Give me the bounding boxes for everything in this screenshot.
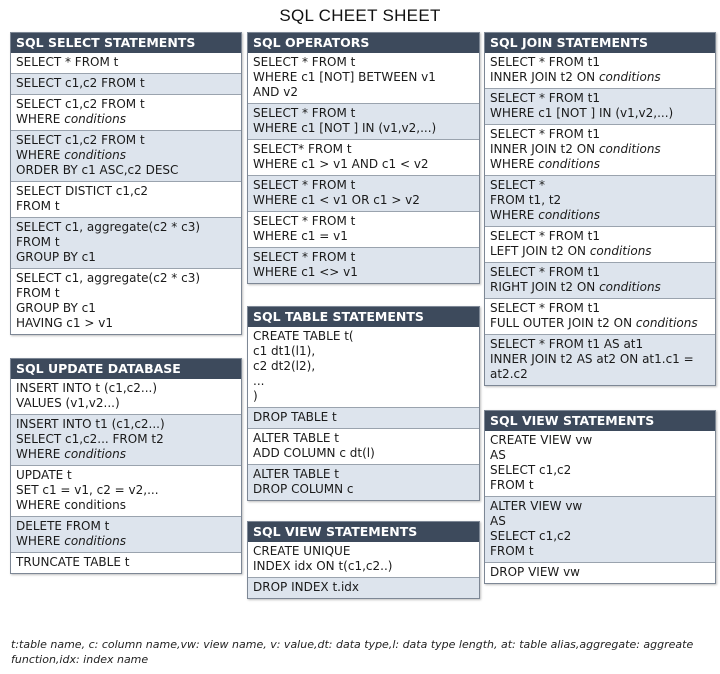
statement-line (253, 265, 474, 280)
panel-header: SQL SELECT STATEMENTS (11, 33, 241, 53)
placeholder-text: conditions (589, 244, 652, 258)
code-text: SELECT * FROM t1 (490, 127, 600, 141)
statement-line (490, 178, 710, 193)
statement-line (16, 483, 236, 498)
code-text: WHERE c1 [NOT] BETWEEN v1 (253, 70, 436, 84)
code-text: WHERE c1 <> v1 (253, 265, 358, 279)
placeholder-text: conditions (64, 148, 126, 162)
statement-line (490, 565, 710, 580)
code-text: SELECT c1,c2 FROM t (16, 76, 145, 90)
code-text: at2.c2 (490, 367, 528, 381)
statement-line (253, 193, 474, 208)
statement-line (16, 97, 236, 112)
panel-select-statements (10, 32, 242, 335)
statement-line (490, 529, 710, 544)
code-text: SELECT c1,c2 (490, 529, 572, 543)
statement-row (11, 268, 241, 334)
statement-line (253, 580, 474, 595)
code-text: SELECT c1,c2 FROM t (16, 133, 145, 147)
statement-line (490, 106, 710, 121)
statement-row (11, 130, 241, 181)
panel-update-database (10, 358, 242, 574)
placeholder-text: conditions (598, 142, 661, 156)
code-text: SELECT DISTICT c1,c2 (16, 184, 149, 198)
footnote-legend: t:table name, c: column name,vw: view name, v: value,dt: data type,l: data type length, at: table alias,aggregate: aggreate function,idx: index name (11, 638, 694, 666)
panel-header: SQL OPERATORS (248, 33, 479, 53)
statement-line (253, 70, 474, 85)
statement-row (248, 139, 479, 175)
statement-row (248, 542, 479, 577)
code-text: INSERT INTO t1 (c1,c2...) (16, 417, 165, 431)
code-text: CREATE TABLE t( (253, 329, 354, 343)
code-text: WHERE (16, 112, 65, 126)
statement-line (253, 446, 474, 461)
statement-line (16, 163, 236, 178)
statement-line (490, 478, 710, 493)
statement-line (16, 286, 236, 301)
statement-line (253, 482, 474, 497)
code-text: SELECT c1,c2... FROM t2 (16, 432, 164, 446)
code-text: INNER JOIN t2 AS at2 ON at1.c1 = (490, 352, 694, 366)
statement-row (11, 181, 241, 217)
code-text: WHERE conditions (16, 498, 126, 512)
statement-line (490, 352, 710, 367)
panel-view-statements (484, 410, 716, 584)
code-text: SELECT * FROM t (253, 250, 356, 264)
statement-line (16, 381, 236, 396)
statement-line (490, 463, 710, 478)
statement-line (490, 316, 710, 331)
panel-rows (11, 53, 241, 334)
statement-row (485, 88, 715, 124)
panel-header: SQL VIEW STATEMENTS (248, 522, 479, 542)
code-text: WHERE c1 [NOT ] IN (v1,v2,...) (253, 121, 437, 135)
code-text: FROM t (16, 199, 60, 213)
statement-line (490, 448, 710, 463)
statement-line (16, 250, 236, 265)
code-text: ADD COLUMN c dt(l) (253, 446, 375, 460)
statement-row (11, 94, 241, 130)
page-title: SQL CHEET SHEET (279, 6, 441, 25)
panel-header: SQL UPDATE DATABASE (11, 359, 241, 379)
statement-line (16, 76, 236, 91)
code-text: INDEX idx ON t(c1,c2..) (253, 559, 393, 573)
code-text: AS (490, 514, 506, 528)
statement-row (248, 327, 479, 407)
code-text: WHERE c1 < v1 OR c1 > v2 (253, 193, 420, 207)
statement-row (248, 464, 479, 500)
code-text: ... (253, 374, 265, 388)
statement-line (253, 410, 474, 425)
statement-line (490, 70, 710, 85)
panel-header: SQL JOIN STATEMENTS (485, 33, 715, 53)
statement-line (490, 301, 710, 316)
code-text: WHERE (16, 447, 65, 461)
statement-line (16, 417, 236, 432)
statement-line (253, 229, 474, 244)
panel-rows (248, 327, 479, 500)
statement-line (16, 498, 236, 513)
placeholder-text: conditions (599, 280, 661, 294)
statement-row (485, 124, 715, 175)
statement-row (248, 211, 479, 247)
code-text: FROM t (16, 235, 60, 249)
panel-table-statements (247, 306, 480, 501)
code-text: CREATE VIEW vw (490, 433, 593, 447)
code-text: SELECT c1, aggregate(c2 * c3) (16, 271, 201, 285)
panel-view-statements-index (247, 521, 480, 599)
panel-rows (248, 53, 479, 283)
statement-row (11, 516, 241, 552)
statement-line (16, 519, 236, 534)
code-text: SELECT c1,c2 (490, 463, 572, 477)
statement-line (16, 235, 236, 250)
statement-line (16, 555, 236, 570)
code-text: FROM t1, t2 (490, 193, 562, 207)
statement-row (485, 262, 715, 298)
statement-line (490, 142, 710, 157)
code-text: INNER JOIN t2 ON (490, 142, 599, 156)
code-text: DROP VIEW vw (490, 565, 580, 579)
statement-line (16, 447, 236, 462)
code-text: GROUP BY c1 (16, 301, 96, 315)
statement-row (248, 175, 479, 211)
code-text: AND v2 (253, 85, 298, 99)
statement-line (490, 157, 710, 172)
code-text: INNER JOIN t2 ON (490, 70, 599, 84)
statement-line (490, 265, 710, 280)
code-text: GROUP BY c1 (16, 250, 96, 264)
code-text: WHERE c1 > v1 AND c1 < v2 (253, 157, 429, 171)
statement-line (253, 329, 474, 344)
code-text: SELECT c1,c2 FROM t (16, 97, 145, 111)
statement-line (16, 184, 236, 199)
panel-header: SQL VIEW STATEMENTS (485, 411, 715, 431)
statement-line (16, 534, 236, 549)
placeholder-text: conditions (538, 157, 600, 171)
code-text: SELECT * FROM t1 (490, 265, 600, 279)
statement-row (11, 379, 241, 414)
statement-line (253, 544, 474, 559)
statement-line (490, 127, 710, 142)
code-text: RIGHT JOIN t2 ON (490, 280, 600, 294)
panel-rows (11, 379, 241, 573)
statement-line (253, 157, 474, 172)
statement-line (253, 106, 474, 121)
statement-line (490, 229, 710, 244)
code-text: SELECT * FROM t (16, 55, 119, 69)
panel-rows (248, 542, 479, 598)
placeholder-text: conditions (64, 534, 126, 548)
statement-row (485, 226, 715, 262)
code-text: ALTER TABLE t (253, 431, 339, 445)
panel-operators (247, 32, 480, 284)
code-text: HAVING c1 > v1 (16, 316, 113, 330)
statement-row (485, 431, 715, 496)
placeholder-text: conditions (538, 208, 600, 222)
code-text: DROP COLUMN c (253, 482, 354, 496)
statement-line (490, 208, 710, 223)
code-text: FROM t (16, 286, 60, 300)
statement-row (485, 334, 715, 385)
statement-row (248, 53, 479, 103)
code-text: WHERE (16, 534, 65, 548)
code-text: SET c1 = v1, c2 = v2,... (16, 483, 159, 497)
statement-line (16, 468, 236, 483)
code-text: ALTER VIEW vw (490, 499, 583, 513)
statement-line (16, 148, 236, 163)
statement-line (16, 112, 236, 127)
code-text: ALTER TABLE t (253, 467, 339, 481)
statement-line (253, 178, 474, 193)
statement-row (248, 247, 479, 283)
statement-line (253, 359, 474, 374)
statement-row (485, 53, 715, 88)
statement-line (490, 337, 710, 352)
statement-line (16, 301, 236, 316)
code-text: AS (490, 448, 506, 462)
statement-line (253, 389, 474, 404)
statement-row (485, 496, 715, 562)
code-text: WHERE (16, 148, 65, 162)
statement-line (253, 250, 474, 265)
code-text: DROP TABLE t (253, 410, 337, 424)
code-text: SELECT * FROM t1 AS at1 (490, 337, 644, 351)
code-text: SELECT * FROM t1 (490, 229, 600, 243)
code-text: SELECT * FROM t (253, 178, 356, 192)
statement-line (253, 142, 474, 157)
statement-line (253, 344, 474, 359)
code-text: FULL OUTER JOIN t2 ON (490, 316, 636, 330)
code-text: CREATE UNIQUE (253, 544, 351, 558)
statement-line (490, 280, 710, 295)
statement-line (16, 316, 236, 331)
statement-row (11, 552, 241, 573)
code-text: FROM t (490, 544, 534, 558)
statement-line (253, 214, 474, 229)
statement-line (490, 367, 710, 382)
statement-row (11, 465, 241, 516)
statement-row (485, 175, 715, 226)
code-text: SELECT * FROM t1 (490, 301, 600, 315)
statement-row (248, 428, 479, 464)
panel-join-statements (484, 32, 716, 386)
statement-line (253, 85, 474, 100)
code-text: SELECT c1, aggregate(c2 * c3) (16, 220, 201, 234)
code-text: SELECT * FROM t (253, 214, 356, 228)
statement-line (490, 244, 710, 259)
statement-line (490, 433, 710, 448)
code-text: SELECT * FROM t (253, 106, 356, 120)
statement-row (248, 103, 479, 139)
panel-rows (485, 431, 715, 583)
statement-line (16, 55, 236, 70)
statement-line (490, 544, 710, 559)
placeholder-text: conditions (64, 112, 126, 126)
placeholder-text: conditions (64, 447, 126, 461)
code-text: FROM t (490, 478, 534, 492)
code-text: WHERE (490, 208, 539, 222)
code-text: c2 dt2(l2), (253, 359, 316, 373)
statement-line (490, 499, 710, 514)
code-text: SELECT * FROM t1 (490, 91, 600, 105)
placeholder-text: conditions (635, 316, 698, 330)
statement-line (253, 559, 474, 574)
code-text: WHERE c1 [NOT ] IN (v1,v2,...) (490, 106, 674, 120)
statement-row (248, 407, 479, 428)
statement-line (490, 193, 710, 208)
code-text: WHERE (490, 157, 539, 171)
code-text: VALUES (v1,v2...) (16, 396, 120, 410)
statement-line (16, 199, 236, 214)
statement-row (485, 298, 715, 334)
statement-line (490, 514, 710, 529)
statement-line (253, 55, 474, 70)
statement-line (16, 432, 236, 447)
statement-line (253, 121, 474, 136)
statement-row (11, 217, 241, 268)
code-text: SELECT * (490, 178, 545, 192)
code-text: ORDER BY c1 ASC,c2 DESC (16, 163, 179, 177)
code-text: TRUNCATE TABLE t (16, 555, 130, 569)
code-text: c1 dt1(l1), (253, 344, 316, 358)
statement-line (16, 396, 236, 411)
code-text: SELECT* FROM t (253, 142, 352, 156)
statement-line (253, 467, 474, 482)
statement-line (16, 220, 236, 235)
code-text: DELETE FROM t (16, 519, 110, 533)
code-text: SELECT * FROM t1 (490, 55, 600, 69)
placeholder-text: conditions (598, 70, 661, 84)
statement-row (248, 577, 479, 598)
statement-row (11, 73, 241, 94)
statement-line (490, 55, 710, 70)
code-text: DROP INDEX t.idx (253, 580, 360, 594)
code-text: ) (253, 389, 258, 403)
statement-line (253, 431, 474, 446)
code-text: LEFT JOIN t2 ON (490, 244, 590, 258)
statement-line (253, 374, 474, 389)
panel-header: SQL TABLE STATEMENTS (248, 307, 479, 327)
statement-row (11, 414, 241, 465)
statement-row (485, 562, 715, 583)
panel-rows (485, 53, 715, 385)
code-text: SELECT * FROM t (253, 55, 356, 69)
code-text: WHERE c1 = v1 (253, 229, 348, 243)
code-text: UPDATE t (16, 468, 72, 482)
statement-line (16, 271, 236, 286)
statement-line (490, 91, 710, 106)
statement-line (16, 133, 236, 148)
statement-row (11, 53, 241, 73)
code-text: INSERT INTO t (c1,c2...) (16, 381, 158, 395)
